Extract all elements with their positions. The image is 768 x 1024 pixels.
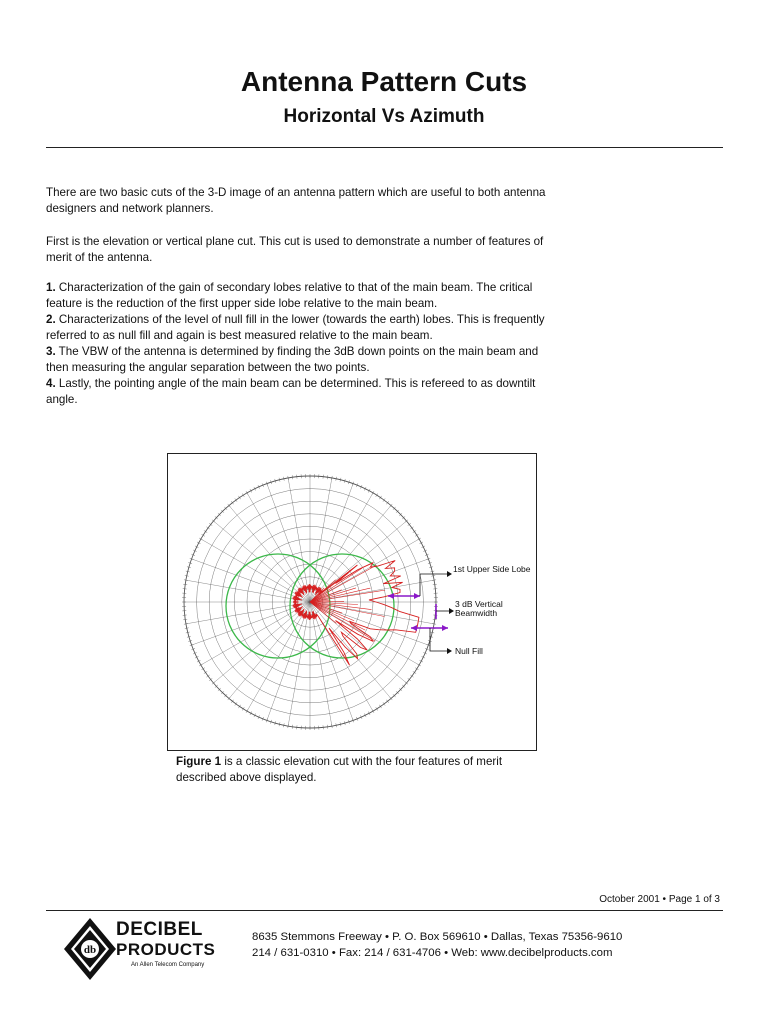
intro-paragraph: There are two basic cuts of the 3-D image of an antenna pattern which are useful to both antenna designers and network planners. <box>46 186 546 215</box>
beamwidth-label: 3 dB Vertical Beamwidth <box>455 599 503 618</box>
list-item-text: Lastly, the pointing angle of the main beam can be determined. This is refereed to as downtilt angle. <box>46 377 536 406</box>
list-item-number: 1. <box>46 281 56 294</box>
side-lobe-pointer-head <box>447 571 452 577</box>
grid-tick <box>327 725 328 729</box>
grid-tick <box>327 475 328 479</box>
figure-caption <box>176 754 516 786</box>
grid-tick <box>292 725 293 729</box>
figure-1 <box>167 453 537 751</box>
address-line-2: 214 / 631-0310 • Fax: 214 / 631-4706 • Web: www.decibelproducts.com <box>252 947 613 959</box>
logo-name-line2: PRODUCTS <box>116 940 216 959</box>
grid-tick <box>292 475 293 479</box>
list-item-number: 2. <box>46 313 56 326</box>
grid-tick <box>433 584 437 585</box>
list-item-number: 3. <box>46 345 56 358</box>
logo-subtitle: An Allen Telecom Company <box>131 962 205 968</box>
side-lobe-arrow-head-left <box>388 593 394 599</box>
null-fill-pointer-head <box>447 648 452 654</box>
grid-tick <box>183 619 187 620</box>
list-item <box>46 376 556 408</box>
figure-caption-label: Figure 1 <box>176 755 222 768</box>
list-item-text: The VBW of the antenna is determined by finding the 3dB down points on the main beam and then measuring the angular separation between the two points. <box>46 345 539 374</box>
grid-spoke <box>310 602 391 699</box>
grid-spoke <box>310 505 391 602</box>
logo-name-line1: DECIBEL <box>116 919 203 940</box>
svg-text:db: db <box>83 944 97 956</box>
grid-tick <box>433 619 437 620</box>
figure-caption-text: is a classic elevation cut with the four features of merit described above displayed. <box>176 755 503 784</box>
grid-spoke <box>213 602 310 683</box>
elevation-paragraph: First is the elevation or vertical plane cut. This cut is used to demonstrate a number of features of merit of the antenna. <box>46 235 544 264</box>
feature-markers <box>388 571 454 654</box>
company-address <box>252 929 622 961</box>
footer-divider <box>46 910 723 911</box>
list-item <box>46 312 556 344</box>
list-item <box>46 344 556 376</box>
page-info: October 2001 • Page 1 of 3 <box>599 894 720 905</box>
list-item-text: Characterization of the gain of secondary lobes relative to that of the main beam. The critical feature is the reduction of the first upper side lobe relative to the main beam. <box>46 281 533 310</box>
reference-lobe-left <box>226 554 330 658</box>
list-item-number: 4. <box>46 377 56 390</box>
address-line-1: 8635 Stemmons Freeway • P. O. Box 569610 • Dallas, Texas 75356-9610 <box>252 931 623 943</box>
header-divider <box>46 147 723 148</box>
grid-spoke <box>310 602 407 683</box>
features-list <box>46 280 556 408</box>
grid-spoke <box>229 505 310 602</box>
page-subtitle: Horizontal Vs Azimuth <box>283 106 485 127</box>
grid-tick <box>183 584 187 585</box>
null-fill-label: Null Fill <box>455 646 483 656</box>
list-item-text: Characterizations of the level of null fill in the lower (towards the earth) lobes. This is frequently referred to as null fill and again is best measured relative to the main beam. <box>46 313 545 342</box>
measured-trace <box>293 561 419 666</box>
grid-spoke <box>229 602 310 699</box>
measured-pattern <box>293 561 419 666</box>
side-lobe-arrow-head-right <box>414 593 420 599</box>
list-item <box>46 280 556 312</box>
beamwidth-pointer-head <box>449 608 454 614</box>
null-fill-arrow-head-right <box>442 625 448 631</box>
null-fill-arrow-head-left <box>411 625 417 631</box>
page-title: Antenna Pattern Cuts <box>240 66 528 97</box>
side-lobe-label: 1st Upper Side Lobe <box>453 564 531 574</box>
